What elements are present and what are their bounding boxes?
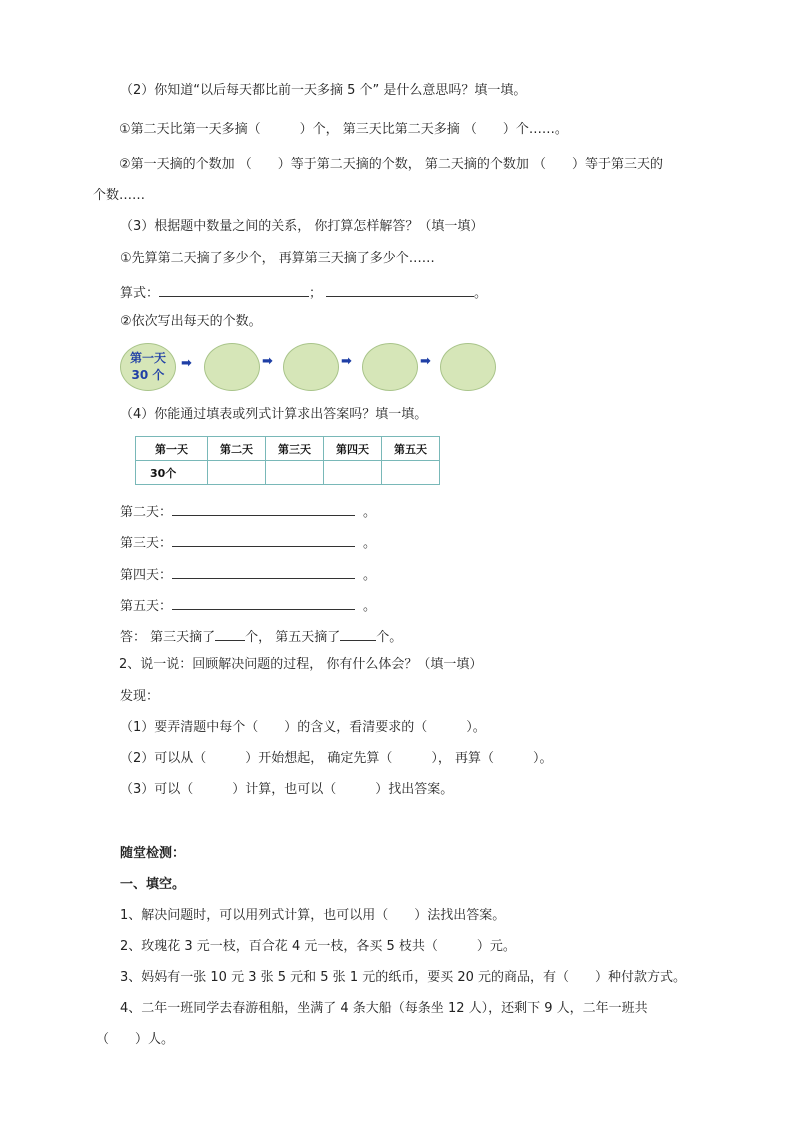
day-line-end: 。 bbox=[363, 505, 377, 520]
day3-oval[interactable] bbox=[283, 343, 339, 391]
discover-label: 发现： bbox=[120, 689, 160, 704]
table-cell[interactable] bbox=[324, 461, 382, 485]
q4-intro: （4）你能通过填表或列式计算求出答案吗？填一填。 bbox=[120, 407, 428, 422]
formula-blank-1[interactable] bbox=[159, 282, 309, 297]
days-table bbox=[135, 436, 440, 485]
table-header-cell: 第三天 bbox=[266, 437, 324, 461]
day-line bbox=[120, 532, 376, 553]
table-header-cell: 第二天 bbox=[208, 437, 266, 461]
day-line bbox=[120, 595, 376, 616]
table-header-row bbox=[136, 437, 440, 461]
arrow-icon: ➡ bbox=[262, 354, 273, 369]
formula-blank-2[interactable] bbox=[326, 282, 474, 297]
table-cell[interactable] bbox=[266, 461, 324, 485]
day-line-blank[interactable] bbox=[172, 532, 355, 547]
day2-oval[interactable] bbox=[204, 343, 260, 391]
table-row bbox=[136, 461, 440, 485]
formula-end: 。 bbox=[474, 286, 488, 301]
q3-step1: ①先算第二天摘了多少个， 再算第三天摘了多少个…… bbox=[120, 251, 435, 266]
q2-line2-cont: 个数…… bbox=[93, 188, 146, 203]
day1-oval-label: 第一天 bbox=[129, 351, 166, 365]
table-cell[interactable] bbox=[208, 461, 266, 485]
discover-item: （2）可以从（ ）开始想起， 确定先算（ ）， 再算（ ）。 bbox=[120, 751, 553, 766]
q3-intro: （3）根据题中数量之间的关系， 你打算怎样解答？（填一填） bbox=[120, 219, 484, 234]
day-line-label: 第四天： bbox=[120, 568, 173, 583]
discover-item: （3）可以（ ）计算，也可以（ ）找出答案。 bbox=[120, 782, 454, 797]
arrow-icon: ➡ bbox=[341, 354, 352, 369]
day-line-blank[interactable] bbox=[172, 595, 355, 610]
formula-line bbox=[120, 282, 487, 303]
talk-prompt: 2、说一说：回顾解决问题的过程， 你有什么体会？（填一填） bbox=[119, 657, 483, 672]
day-line-blank[interactable] bbox=[172, 501, 355, 516]
quiz-item-cont: （ ）人。 bbox=[96, 1032, 175, 1047]
arrow-icon: ➡ bbox=[420, 354, 431, 369]
day-line-end: 。 bbox=[363, 536, 377, 551]
discover-item: （1）要弄清题中每个（ ）的含义，看清要求的（ ）。 bbox=[120, 720, 486, 735]
table-header-cell: 第四天 bbox=[324, 437, 382, 461]
day-line-label: 第五天： bbox=[120, 599, 173, 614]
day4-oval[interactable] bbox=[362, 343, 418, 391]
answer-blank-day3[interactable] bbox=[215, 626, 245, 641]
answer-suffix: 个。 bbox=[376, 630, 403, 645]
arrow-icon: ➡ bbox=[181, 356, 192, 371]
table-cell[interactable] bbox=[382, 461, 440, 485]
day1-oval-value: 30 个 bbox=[131, 368, 165, 382]
answer-blank-day5[interactable] bbox=[340, 626, 376, 641]
day-line-end: 。 bbox=[363, 599, 377, 614]
q2-intro: （2）你知道“以后每天都比前一天多摘 5 个” 是什么意思吗？填一填。 bbox=[120, 83, 527, 98]
quiz-item: 3、妈妈有一张 10 元 3 张 5 元和 5 张 1 元的纸币，要买 20 元的商品，有（ ）种付款方式。 bbox=[120, 970, 687, 985]
q2-line1: ①第二天比第一天多摘（ ）个， 第三天比第二天多摘 （ ）个……。 bbox=[119, 122, 568, 137]
table-header-cell: 第一天 bbox=[136, 437, 208, 461]
quiz-item: 2、玫瑰花 3 元一枝，百合花 4 元一枝，各买 5 枝共（ ）元。 bbox=[120, 939, 516, 954]
day5-oval[interactable] bbox=[440, 343, 496, 391]
answer-prefix: 答： 第三天摘了 bbox=[120, 630, 216, 645]
day-line-label: 第二天： bbox=[120, 505, 173, 520]
day-line-label: 第三天： bbox=[120, 536, 173, 551]
table-header-cell: 第五天 bbox=[382, 437, 440, 461]
answer-mid: 个， 第五天摘了 bbox=[245, 630, 341, 645]
answer-line bbox=[120, 626, 402, 647]
day1-oval bbox=[120, 343, 176, 391]
formula-separator: ； bbox=[309, 286, 323, 301]
day-line-end: 。 bbox=[363, 568, 377, 583]
quiz-item: 4、二年一班同学去春游租船，坐满了 4 条大船（每条坐 12 人），还剩下 9 人，二年一班共 bbox=[120, 1001, 648, 1016]
section-title: 一、填空。 bbox=[120, 877, 186, 892]
day-line bbox=[120, 564, 376, 585]
table-cell: 30个 bbox=[136, 461, 208, 485]
quiz-title: 随堂检测： bbox=[120, 846, 186, 861]
day-line-blank[interactable] bbox=[172, 564, 355, 579]
q3-step2: ②依次写出每天的个数。 bbox=[120, 314, 262, 329]
day-line bbox=[120, 501, 376, 522]
formula-label: 算式： bbox=[120, 286, 160, 301]
q2-line2: ②第一天摘的个数加 （ ）等于第二天摘的个数， 第二天摘的个数加 （ ）等于第三天的 bbox=[119, 157, 664, 172]
quiz-item: 1、解决问题时，可以用列式计算，也可以用（ ）法找出答案。 bbox=[120, 908, 506, 923]
